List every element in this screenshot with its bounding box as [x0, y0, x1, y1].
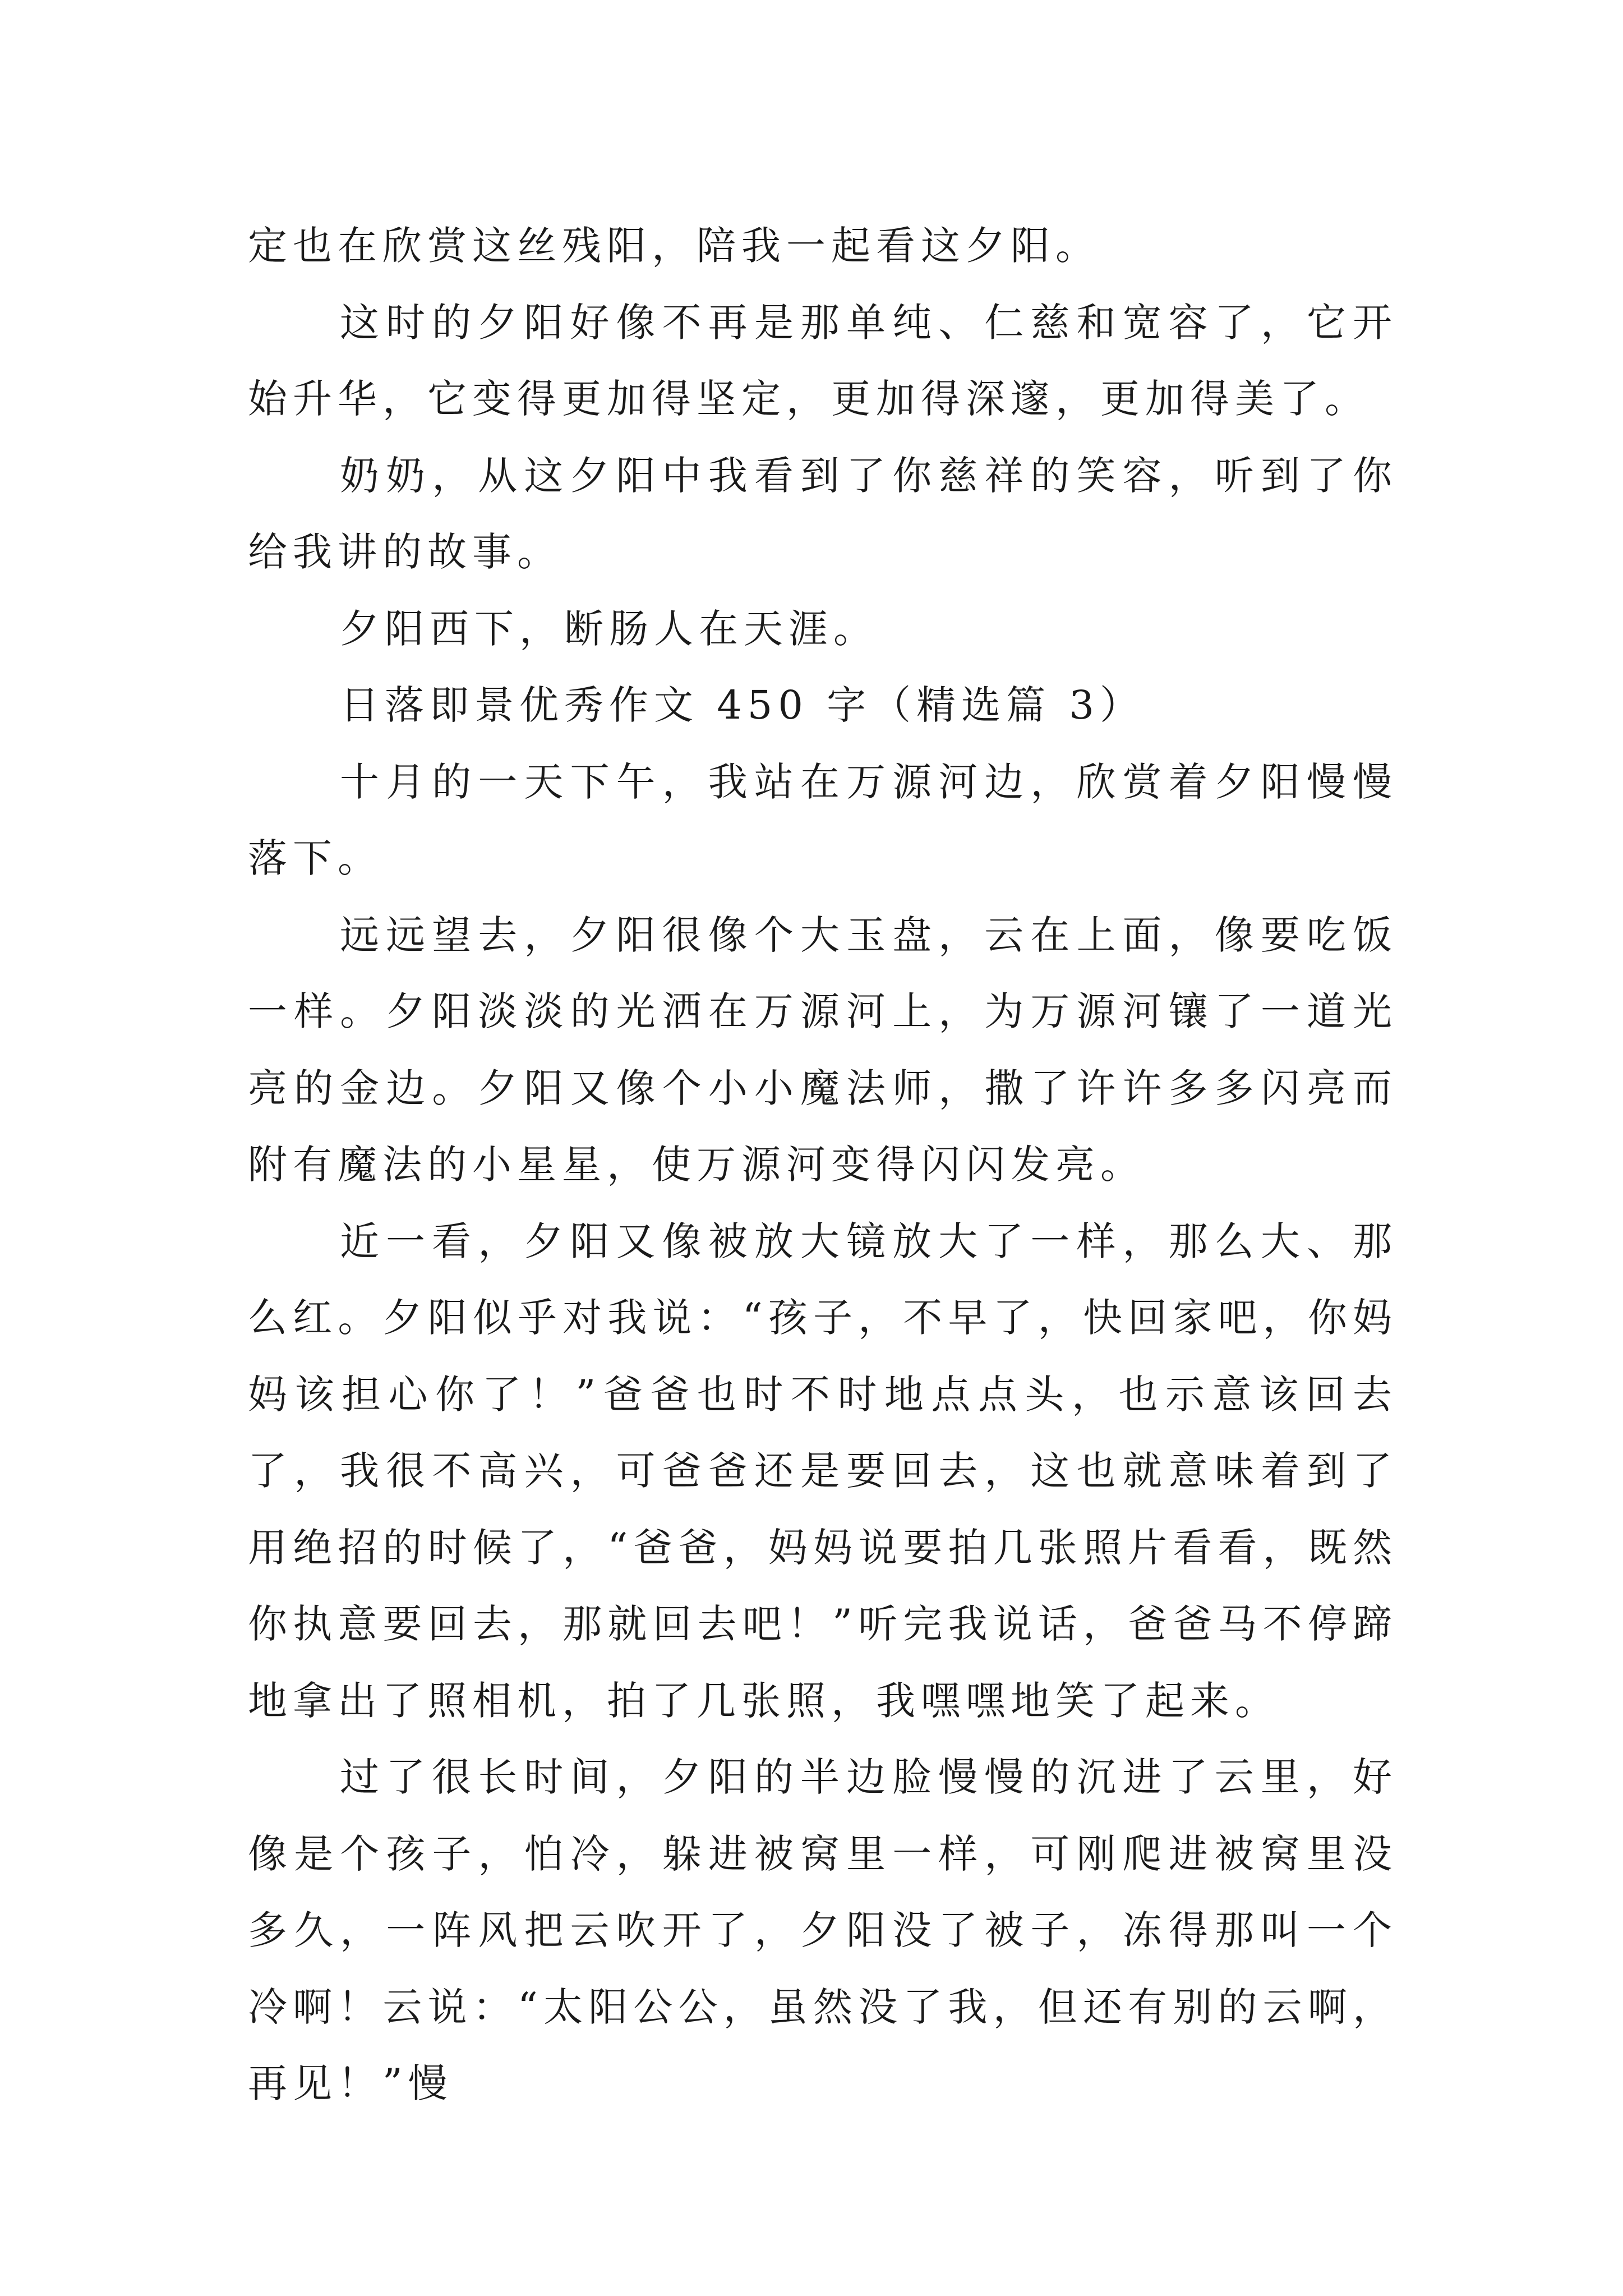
paragraph: 这时的夕阳好像不再是那单纯、仁慈和宽容了，它开始升华，它变得更加得坚定，更加得深邃，更加得美了。 — [248, 299, 1398, 422]
paragraph: 过了很长时间，夕阳的半边脸慢慢的沉进了云里，好像是个孩子，怕冷，躲进被窝里一样，可刚爬进被窝里没多久，一阵风把云吹开了，夕阳没了被子，冻得那叫一个冷啊！云说：“太阳公公，虽然没了我，但还有别的云啊，再见！”慢 — [248, 1754, 1398, 2106]
paragraph: 远远望去，夕阳很像个大玉盘，云在上面，像要吃饭一样。夕阳淡淡的光洒在万源河上，为万源河镶了一道光亮的金边。夕阳又像个小小魔法师，撒了许许多多闪亮而附有魔法的小星星，使万源河变得闪闪发亮。 — [248, 912, 1398, 1188]
paragraph: 近一看，夕阳又像被放大镜放大了一样，那么大、那么红。夕阳似乎对我说：“孩子，不早了，快回家吧，你妈妈该担心你了！”爸爸也时不时地点点头，也示意该回去了，我很不高兴，可爸爸还是要回去，这也就意味着到了用绝招的时候了，“爸爸，妈妈说要拍几张照片看看，既然你执意要回去，那就回去吧！”听完我说话，爸爸马不停蹄地拿出了照相机，拍了几张照，我嘿嘿地笑了起来。 — [248, 1218, 1398, 1724]
paragraph-continued: 定也在欣赏这丝残阳，陪我一起看这夕阳。 — [248, 223, 1100, 269]
paragraph: 奶奶，从这夕阳中我看到了你慈祥的笑容，听到了你给我讲的故事。 — [248, 452, 1398, 575]
paragraph: 十月的一天下午，我站在万源河边，欣赏着夕阳慢慢落下。 — [248, 758, 1398, 881]
document-body — [248, 208, 1398, 2122]
section-heading: 日落即景优秀作文 450 字（精选篇 3） — [340, 682, 1145, 728]
paragraph: 夕阳西下，断肠人在天涯。 — [340, 605, 878, 652]
